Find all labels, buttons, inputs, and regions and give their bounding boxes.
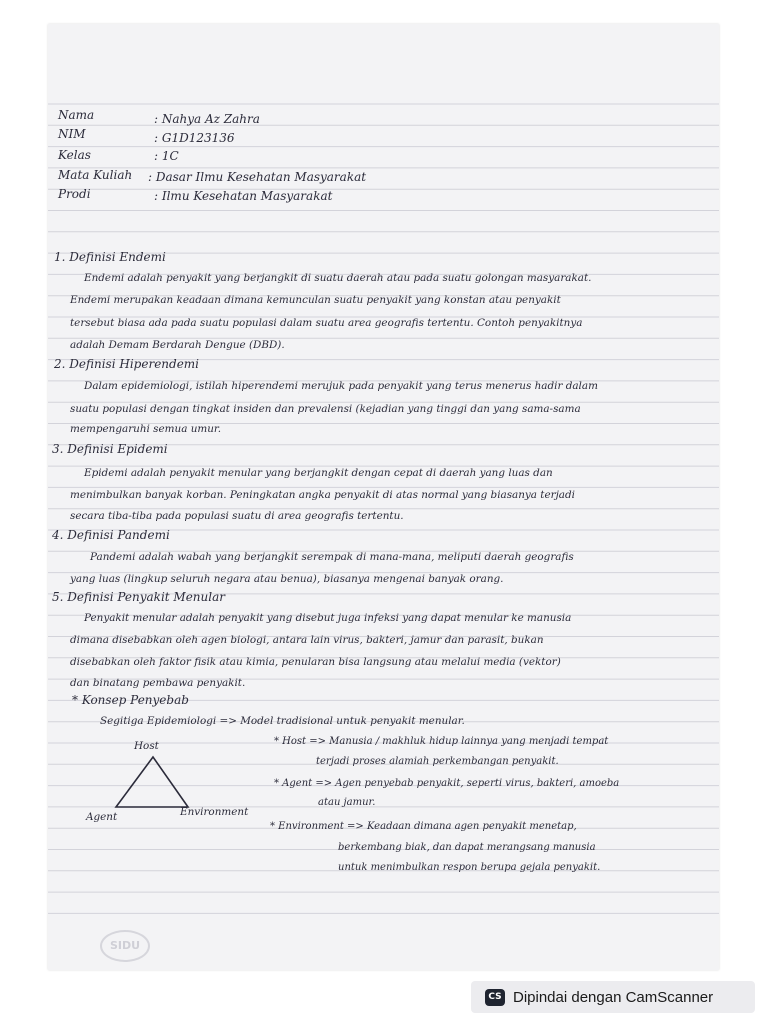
prodi-label: Prodi — [58, 187, 91, 201]
camscanner-banner — [471, 981, 755, 1013]
nama-value: : Nahya Az Zahra — [154, 112, 260, 126]
epidemi-line-2: menimbulkan banyak korban. Peningkatan angka penyakit di atas normal yang biasanya terjadi — [70, 489, 575, 501]
epidemi-line-3: secara tiba-tiba pada populasi suatu di area geografis tertentu. — [70, 510, 404, 522]
endemi-line-3: tersebut biasa ada pada suatu populasi dalam suatu area geografis tertentu. Contoh penyakitnya — [70, 317, 583, 329]
env-def-line-2: berkembang biak, dan dapat merangsang manusia — [338, 842, 596, 853]
nim-label: NIM — [58, 127, 86, 141]
notebook-page — [48, 24, 719, 970]
hiperendemi-line-3: mempengaruhi semua umur. — [70, 423, 222, 435]
menular-line-4: dan binatang pembawa penyakit. — [70, 677, 246, 689]
sidu-stamp-logo: SIDU — [100, 930, 150, 962]
env-def-line-1: * Environment => Keadaan dimana agen penyakit menetap, — [270, 821, 577, 832]
endemi-title: 1. Definisi Endemi — [54, 250, 166, 264]
menular-line-1: Penyakit menular adalah penyakit yang disebut juga infeksi yang dapat menular ke manusia — [84, 612, 572, 624]
epidemi-title: 3. Definisi Epidemi — [52, 442, 168, 456]
host-def-line-2: terjadi proses alamiah perkembangan penyakit. — [316, 756, 559, 767]
pandemi-line-2: yang luas (lingkup seluruh negara atau benua), biasanya mengenai banyak orang. — [70, 573, 504, 585]
env-def-line-3: untuk menimbulkan respon berupa gejala penyakit. — [338, 862, 601, 873]
menular-line-2: dimana disebabkan oleh agen biologi, antara lain virus, bakteri, jamur dan parasit, bukan — [70, 634, 544, 646]
camscanner-logo-icon: CS — [485, 989, 505, 1006]
host-def-line-1: * Host => Manusia / makhluk hidup lainnya yang menjadi tempat — [274, 736, 609, 747]
endemi-line-1: Endemi adalah penyakit yang berjangkit di suatu daerah atau pada suatu golongan masyarakat. — [84, 272, 592, 284]
kelas-label: Kelas — [58, 148, 91, 162]
matkul-value: : Dasar Ilmu Kesehatan Masyarakat — [148, 170, 367, 184]
hiperendemi-line-1: Dalam epidemiologi, istilah hiperendemi merujuk pada penyakit yang terus menerus hadir dalam — [84, 380, 598, 392]
prodi-value: : Ilmu Kesehatan Masyarakat — [154, 189, 333, 203]
menular-title: 5. Definisi Penyakit Menular — [52, 590, 225, 604]
kelas-value: : 1C — [154, 149, 179, 163]
endemi-line-4: adalah Demam Berdarah Dengue (DBD). — [70, 339, 285, 351]
triangle-agent-label: Agent — [86, 811, 118, 823]
triangle-environment-label: Environment — [180, 806, 249, 818]
pandemi-title: 4. Definisi Pandemi — [52, 528, 170, 542]
epidemiology-triangle-diagram — [112, 754, 192, 814]
hiperendemi-line-2: suatu populasi dengan tingkat insiden dan prevalensi (kejadian yang tinggi dan yang sama-sama — [70, 403, 581, 415]
endemi-line-2: Endemi merupakan keadaan dimana kemunculan suatu penyakit yang konstan atau penyakit — [70, 294, 561, 306]
hiperendemi-title: 2. Definisi Hiperendemi — [54, 357, 200, 371]
menular-line-3: disebabkan oleh faktor fisik atau kimia, penularan bisa langsung atau melalui media (vektor) — [70, 656, 561, 668]
agent-def-line-2: atau jamur. — [318, 797, 376, 808]
pandemi-line-1: Pandemi adalah wabah yang berjangkit serempak di mana-mana, meliputi daerah geografis — [90, 551, 574, 563]
konsep-title: * Konsep Penyebab — [72, 693, 189, 707]
agent-def-line-1: * Agent => Agen penyebab penyakit, seperti virus, bakteri, amoeba — [274, 778, 620, 789]
segitiga-line: Segitiga Epidemiologi => Model tradisional untuk penyakit menular. — [100, 715, 465, 727]
camscanner-label: Dipindai dengan CamScanner — [513, 988, 714, 1006]
matkul-label: Mata Kuliah — [58, 168, 133, 182]
triangle-shape — [116, 757, 188, 807]
triangle-host-label: Host — [134, 740, 159, 752]
nim-value: : G1D123136 — [154, 131, 235, 145]
epidemi-line-1: Epidemi adalah penyakit menular yang berjangkit dengan cepat di daerah yang luas dan — [84, 467, 553, 479]
nama-label: Nama — [58, 108, 95, 122]
